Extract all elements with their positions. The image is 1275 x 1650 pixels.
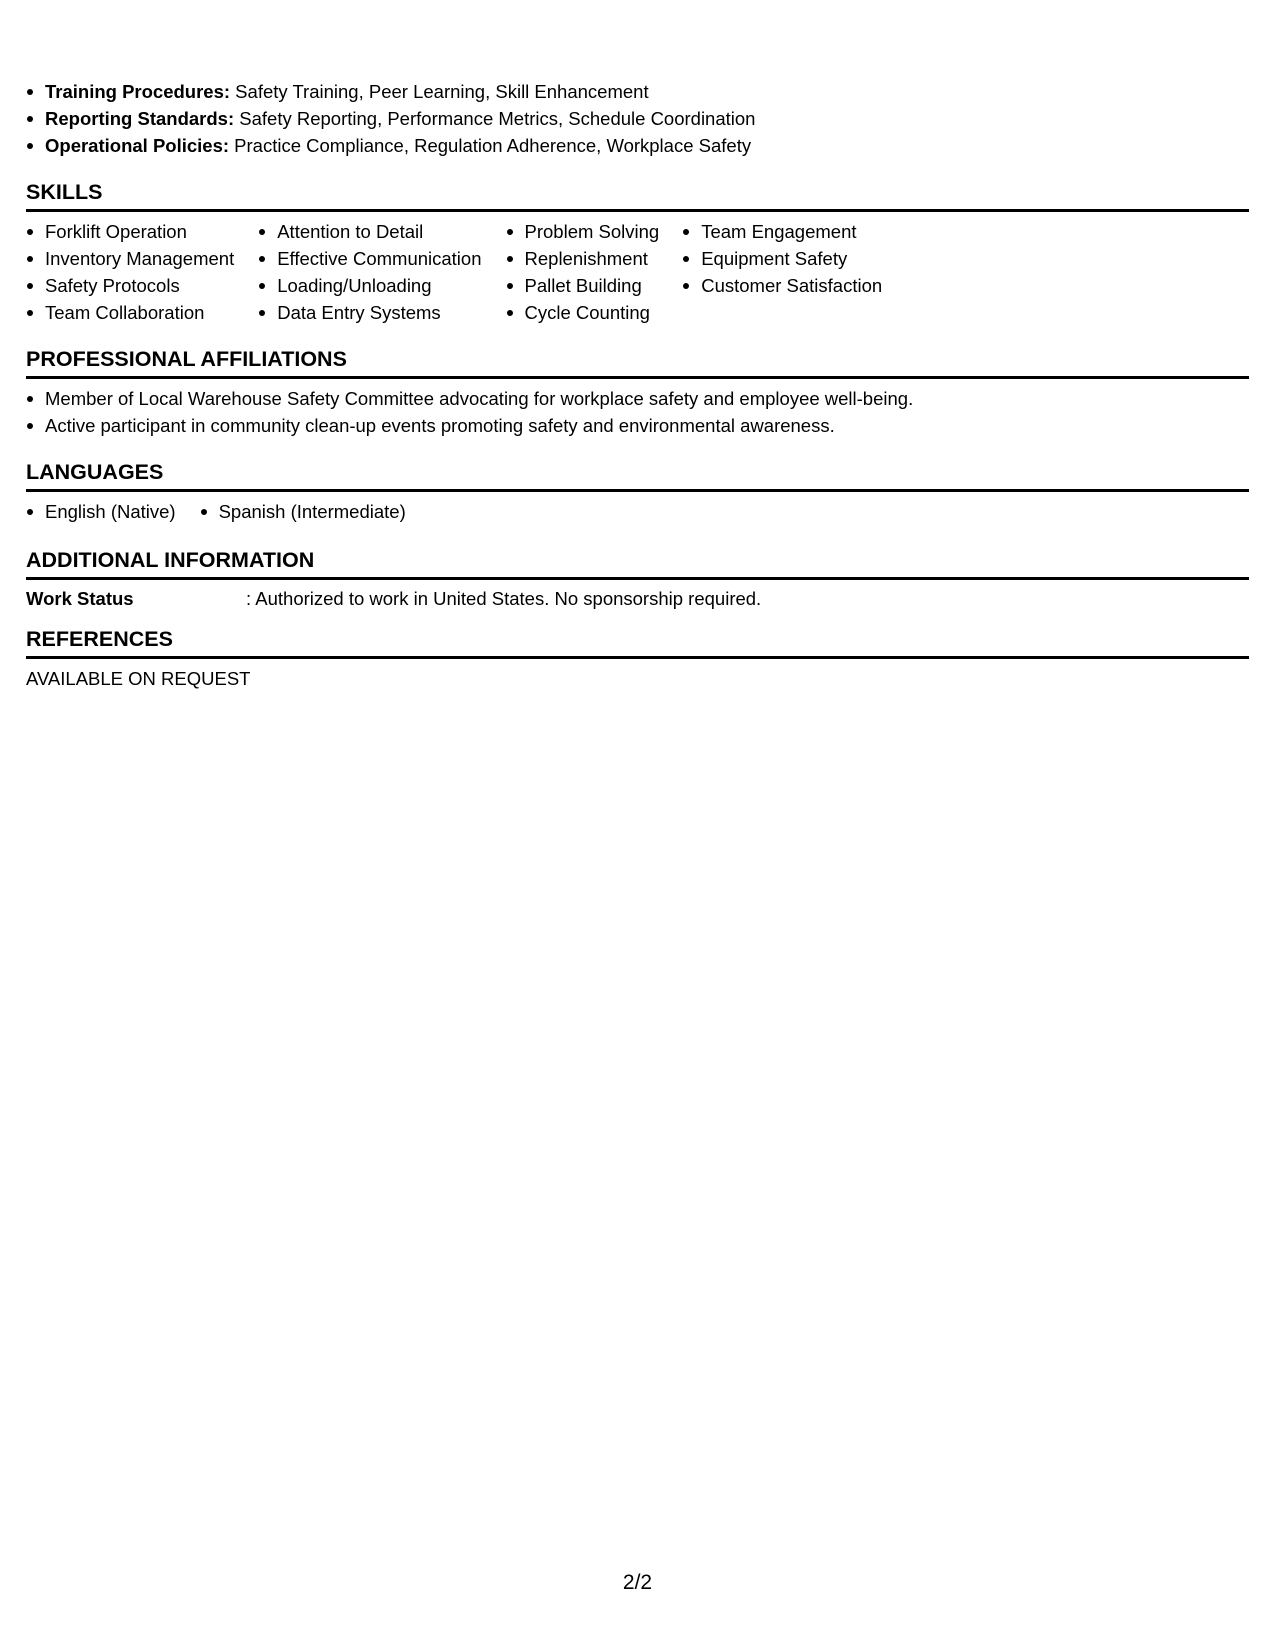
list-item: Team Collaboration xyxy=(26,299,234,326)
list-item xyxy=(26,105,1249,132)
policy-text: Safety Reporting, Performance Metrics, Schedule Coordination xyxy=(234,108,756,129)
list-item: Member of Local Warehouse Safety Committee advocating for workplace safety and employee well-being. xyxy=(26,385,1249,412)
skills-column xyxy=(258,218,481,326)
list-item: Inventory Management xyxy=(26,245,234,272)
languages-heading: LANGUAGES xyxy=(26,459,1249,492)
policies-list xyxy=(26,78,1249,159)
languages-list xyxy=(26,498,1249,525)
list-item: Team Engagement xyxy=(682,218,882,245)
resume-page xyxy=(26,0,1249,692)
list-item: Attention to Detail xyxy=(258,218,481,245)
list-item: Loading/Unloading xyxy=(258,272,481,299)
list-item: Active participant in community clean-up events promoting safety and environmental awareness. xyxy=(26,412,1249,439)
list-item: Problem Solving xyxy=(506,218,660,245)
list-item: Equipment Safety xyxy=(682,245,882,272)
list-item: Safety Protocols xyxy=(26,272,234,299)
work-status-label: Work Status xyxy=(26,588,134,609)
skills-column xyxy=(26,218,234,326)
list-item: Spanish (Intermediate) xyxy=(200,498,406,525)
affiliations-list xyxy=(26,385,1249,439)
policy-label: Reporting Standards: xyxy=(45,108,235,129)
references-text: AVAILABLE ON REQUEST xyxy=(26,668,251,689)
list-item: Data Entry Systems xyxy=(258,299,481,326)
work-status-row xyxy=(26,585,1249,612)
list-item: Cycle Counting xyxy=(506,299,660,326)
list-item: Effective Communication xyxy=(258,245,481,272)
additional-info-heading: ADDITIONAL INFORMATION xyxy=(26,547,1249,580)
policy-text: Practice Compliance, Regulation Adherence, Workplace Safety xyxy=(229,135,752,156)
page-number: 2/2 xyxy=(622,1571,653,1594)
affiliations-heading: PROFESSIONAL AFFILIATIONS xyxy=(26,346,1249,379)
list-item xyxy=(26,78,1249,105)
list-item: Replenishment xyxy=(506,245,660,272)
list-item xyxy=(26,132,1249,159)
list-item: Customer Satisfaction xyxy=(682,272,882,299)
policy-text: Safety Training, Peer Learning, Skill Enhancement xyxy=(230,81,649,102)
policy-label: Training Procedures: xyxy=(45,81,231,102)
skills-grid xyxy=(26,218,1249,326)
work-status-value: : Authorized to work in United States. No sponsorship required. xyxy=(246,588,762,609)
list-item: Pallet Building xyxy=(506,272,660,299)
skills-column xyxy=(506,218,660,326)
references-heading: REFERENCES xyxy=(26,626,1249,659)
skills-column xyxy=(682,218,882,326)
list-item: Forklift Operation xyxy=(26,218,234,245)
list-item: English (Native) xyxy=(26,498,176,525)
policy-label: Operational Policies: xyxy=(45,135,230,156)
skills-heading: SKILLS xyxy=(26,179,1249,212)
